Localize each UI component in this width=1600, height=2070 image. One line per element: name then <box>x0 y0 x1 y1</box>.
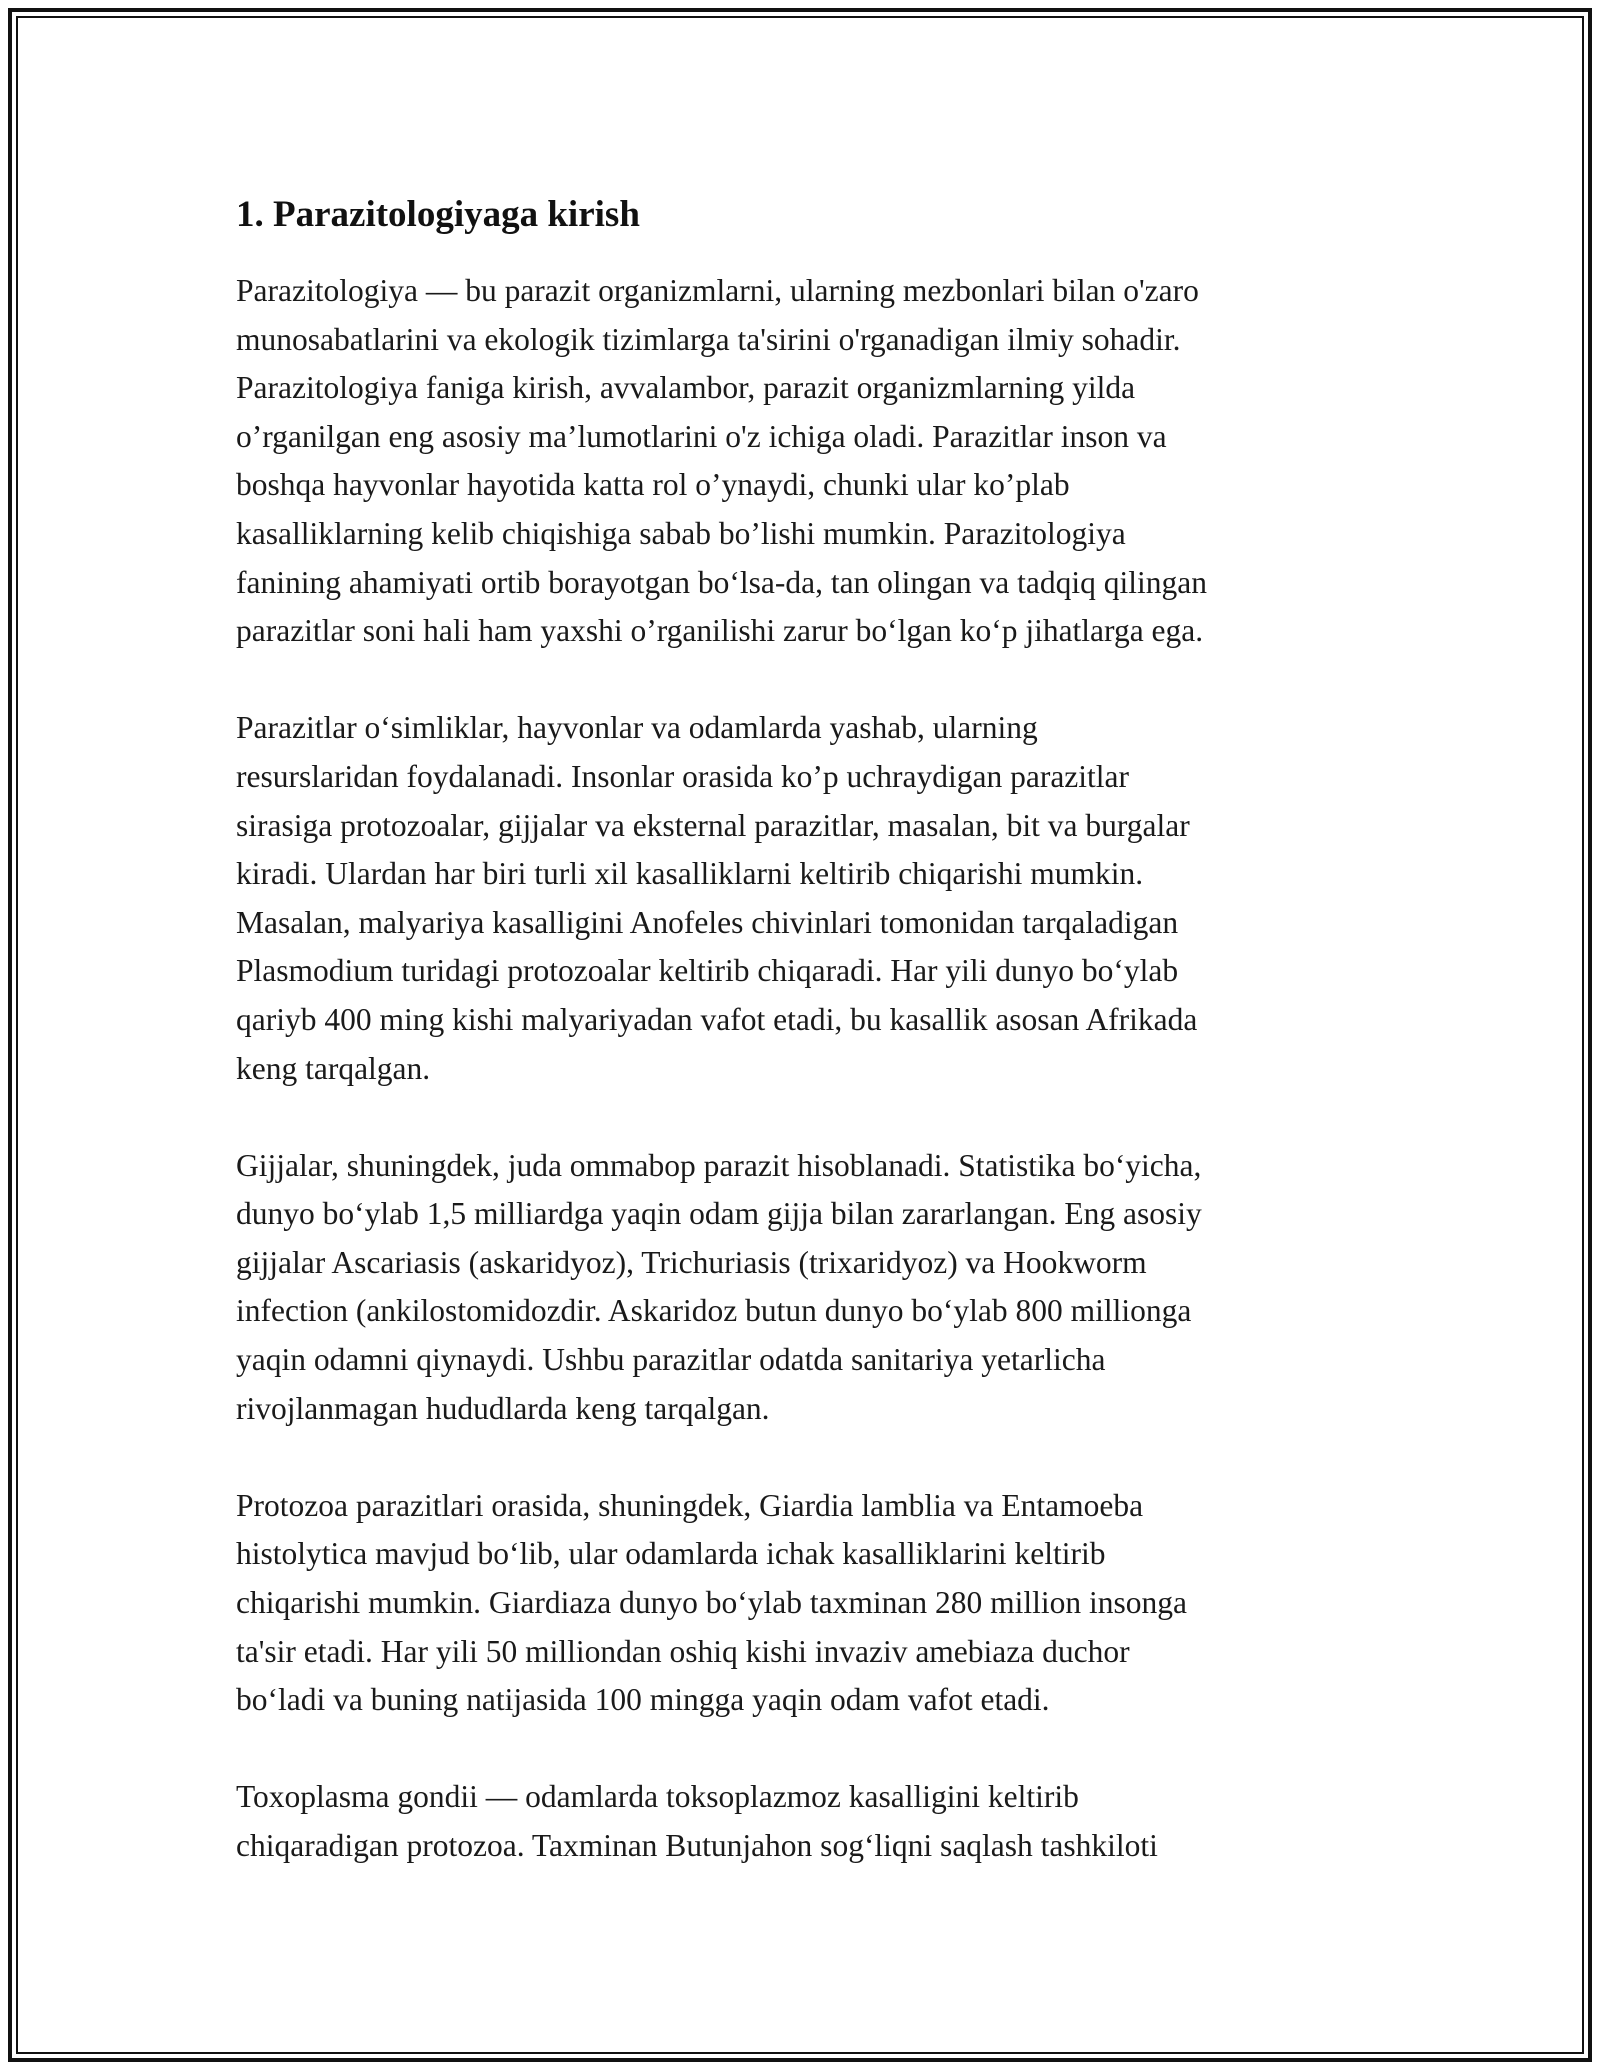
paragraph-parasite-types <box>236 704 1380 1093</box>
paragraph-line: parazitlar soni hali ham yaxshi o’rganilishi zarur bo‘lgan ko‘p jihatlarga ega. <box>236 613 1204 649</box>
paragraph-line: Toxoplasma gondii — odamlarda toksoplazmoz kasalligini keltirib <box>236 1779 1079 1815</box>
document-body <box>236 185 1380 1919</box>
paragraph-line: histolytica mavjud bo‘lib, ular odamlarda ichak kasalliklarini keltirib <box>236 1536 1106 1572</box>
paragraph-line: kiradi. Ulardan har biri turli xil kasalliklarni keltirib chiqarishi mumkin. <box>236 856 1144 892</box>
paragraph-line: chiqaradigan protozoa. Taxminan Butunjahon sog‘liqni saqlash tashkiloti <box>236 1828 1158 1863</box>
paragraph-line: fanining ahamiyati ortib borayotgan bo‘lsa-da, tan olingan va tadqiq qilingan <box>236 564 1207 600</box>
paragraph-toxoplasma <box>236 1773 1380 1870</box>
paragraph-line: dunyo bo‘ylab 1,5 milliardga yaqin odam gijja bilan zararlangan. Eng asosiy <box>236 1196 1202 1232</box>
paragraph-protozoa <box>236 1482 1380 1725</box>
paragraph-line: resurslaridan foydalanadi. Insonlar orasida ko’p uchraydigan parazitlar <box>236 758 1130 794</box>
paragraph-line: yaqin odamni qiynaydi. Ushbu parazitlar odatda sanitariya yetarlicha <box>236 1342 1106 1378</box>
paragraph-line: munosabatlarini va ekologik tizimlarga ta'sirini o'rganadigan ilmiy sohadir. <box>236 321 1181 357</box>
paragraph-line: boshqa hayvonlar hayotida katta rol o’ynaydi, chunki ular ko’plab <box>236 467 1070 503</box>
paragraph-line: Masalan, malyariya kasalligini Anofeles chivinlari tomonidan tarqaladigan <box>236 904 1179 940</box>
paragraph-line: o’rganilgan eng asosiy ma’lumotlarini o'z ichiga oladi. Parazitlar inson va <box>236 418 1167 454</box>
paragraph-line: Gijjalar, shuningdek, juda ommabop parazit hisoblanadi. Statistika bo‘yicha, <box>236 1147 1202 1183</box>
paragraph-line: Parazitologiya — bu parazit organizmlarni, ularning mezbonlari bilan o'zaro <box>236 273 1199 308</box>
paragraph-line: keng tarqalgan. <box>236 1050 431 1086</box>
paragraph-line: Plasmodium turidagi protozoalar keltirib chiqaradi. Har yili dunyo bo‘ylab <box>236 953 1179 989</box>
paragraph-intro <box>236 267 1380 656</box>
paragraph-line: Parazitologiya faniga kirish, avvalambor, parazit organizmlarning yilda <box>236 370 1136 406</box>
paragraph-line: qariyb 400 ming kishi malyariyadan vafot etadi, bu kasallik asosan Afrikada <box>236 1001 1198 1037</box>
paragraph-line: gijjalar Ascariasis (askaridyoz), Trichuriasis (trixaridyoz) va Hookworm <box>236 1244 1147 1280</box>
paragraph-helminths <box>236 1142 1380 1434</box>
section-heading: 1. Parazitologiyaga kirish <box>236 194 640 235</box>
paragraph-line: Parazitlar o‘simliklar, hayvonlar va odamlarda yashab, ularning <box>236 710 1038 746</box>
paragraph-line: sirasiga protozoalar, gijjalar va eksternal parazitlar, masalan, bit va burgalar <box>236 807 1190 843</box>
paragraph-line: kasalliklarning kelib chiqishiga sabab bo’lishi mumkin. Parazitologiya <box>236 515 1126 551</box>
paragraph-line: rivojlanmagan hududlarda keng tarqalgan. <box>236 1390 770 1426</box>
paragraph-line: bo‘ladi va buning natijasida 100 mingga yaqin odam vafot etadi. <box>236 1682 1050 1718</box>
paragraph-line: infection (ankilostomidozdir. Askaridoz butun dunyo bo‘ylab 800 millionga <box>236 1293 1192 1329</box>
paragraph-line: chiqarishi mumkin. Giardiaza dunyo bo‘ylab taxminan 280 million insonga <box>236 1585 1187 1621</box>
paragraph-line: ta'sir etadi. Har yili 50 milliondan oshiq kishi invaziv amebiaza duchor <box>236 1633 1130 1669</box>
paragraph-line: Protozoa parazitlari orasida, shuningdek, Giardia lamblia va Entamoeba <box>236 1487 1144 1523</box>
